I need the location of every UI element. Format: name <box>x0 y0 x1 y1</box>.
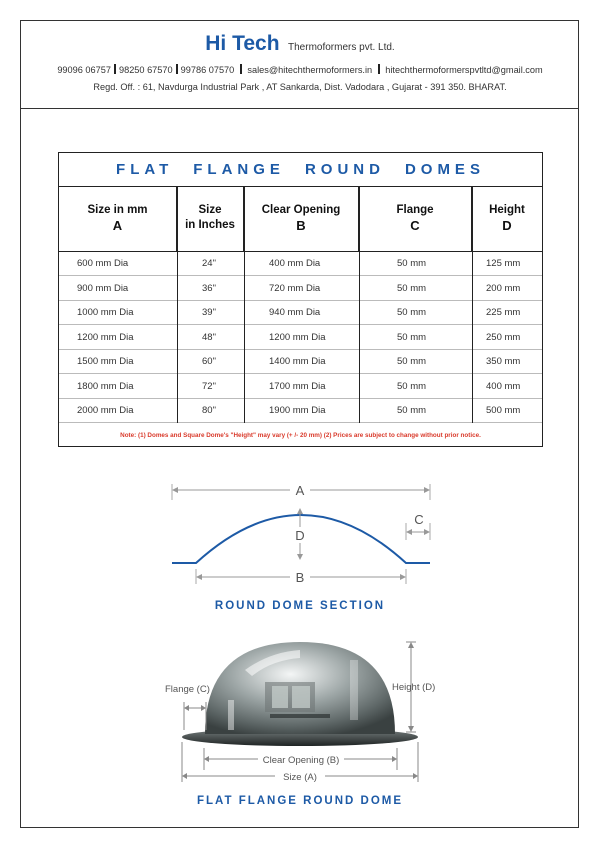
label-clear-opening: Clear Opening (B) <box>262 755 340 766</box>
table-cell: 1400 mm Dia <box>269 356 326 367</box>
table-cell: 600 mm Dia <box>77 258 129 269</box>
table-cell: 400 mm Dia <box>269 258 321 269</box>
table-cell: 80" <box>202 405 216 416</box>
table-cell: 50 mm <box>397 258 427 269</box>
table-cell: 50 mm <box>397 331 427 343</box>
table-row <box>59 350 542 374</box>
dome-size-table <box>58 152 543 447</box>
label-flange: Flange (C) <box>165 684 210 695</box>
table-cell: 720 mm Dia <box>269 282 321 294</box>
table-cell: 50 mm <box>397 282 427 294</box>
label-a: A <box>295 483 305 498</box>
table-cell: 125 mm <box>486 258 521 269</box>
table-cell: 39" <box>202 307 216 318</box>
table-row <box>59 301 542 325</box>
section-caption: ROUND DOME SECTION <box>214 600 386 612</box>
column-rule <box>359 187 360 423</box>
column-rule <box>177 187 178 423</box>
table-cell: 1700 mm Dia <box>269 380 326 392</box>
table-cell: 400 mm <box>486 380 521 392</box>
arrow-right <box>400 574 406 580</box>
window-reflection <box>272 686 288 708</box>
table-cell: 940 mm Dia <box>269 307 321 318</box>
registered-address: Regd. Off. : 61, Navdurga Industrial Park , AT Sankarda, Dist. Vadodara , Gujarat - 391 350. BHARAT. <box>93 82 507 92</box>
separator <box>176 64 178 74</box>
table-cell: 50 mm <box>397 356 427 367</box>
arrow-right <box>392 756 397 762</box>
table-cell: 1900 mm Dia <box>269 405 326 416</box>
separator <box>240 64 242 74</box>
table-cell: 1500 mm Dia <box>77 356 134 367</box>
table-row <box>59 399 542 423</box>
arrow-down <box>408 726 414 732</box>
arrow-up <box>408 642 414 648</box>
arrow-up <box>297 508 303 514</box>
col-header-height: Height D <box>489 204 525 233</box>
reflection <box>350 660 358 720</box>
table-row <box>59 252 542 276</box>
arrow-right <box>201 705 206 711</box>
table-cell: 225 mm <box>486 307 521 318</box>
table-cell: 50 mm <box>397 380 427 392</box>
table-cell: 24" <box>202 258 216 269</box>
arrow-right <box>413 773 418 779</box>
sales-email: sales@hitechthermoformers.in <box>247 65 373 75</box>
col-header-clear-opening: Clear Opening B <box>244 187 359 251</box>
arrow-left <box>182 773 187 779</box>
table-cell: 1800 mm Dia <box>77 380 134 392</box>
arrow-left <box>406 529 412 535</box>
phone-3: 99786 07570 <box>180 65 235 75</box>
header-divider <box>20 108 579 109</box>
column-rule <box>244 187 245 423</box>
arrow-down <box>297 554 303 560</box>
col-header-size-inches: Size in Inches <box>177 187 244 251</box>
arrow-right <box>424 529 430 535</box>
company-header <box>0 32 600 56</box>
phone-1: 99096 06757 <box>57 65 111 75</box>
company-name: Hi Tech <box>205 32 280 55</box>
table-cell: 50 mm <box>397 307 427 318</box>
col-header-size-mm: Size in mm A <box>59 187 177 251</box>
dome-caption: FLAT FLANGE ROUND DOME <box>196 795 404 807</box>
table-cell: 72" <box>202 380 216 392</box>
contact-line <box>0 64 600 75</box>
arrow-left <box>172 487 178 493</box>
reflection <box>228 700 234 730</box>
table-cell: 900 mm Dia <box>77 282 129 294</box>
arrow-left <box>204 756 209 762</box>
table-cell: 250 mm <box>486 331 521 343</box>
label-d: D <box>295 528 305 543</box>
label-b: B <box>295 570 305 585</box>
label-height: Height (D) <box>392 682 436 693</box>
table-title: FLAT FLANGE ROUND DOMES <box>59 153 542 187</box>
table-cell: 200 mm <box>486 282 521 294</box>
reflection <box>270 714 330 718</box>
column-rule <box>472 187 473 423</box>
table-cell: 1200 mm Dia <box>269 331 326 343</box>
table-row <box>59 326 542 350</box>
gmail-email: hitechthermoformerspvtltd@gmail.com <box>385 65 543 75</box>
arrow-left <box>196 574 202 580</box>
flat-flange-dome-illustration <box>0 630 600 790</box>
round-dome-section-diagram <box>0 470 600 600</box>
arrow-right <box>424 487 430 493</box>
table-cell: 50 mm <box>397 405 427 416</box>
col-header-flange: Flange C <box>359 187 472 251</box>
table-cell: 36" <box>202 282 216 294</box>
table-cell: 1000 mm Dia <box>77 307 134 318</box>
table-row <box>59 375 542 399</box>
separator <box>378 64 380 74</box>
table-cell: 1200 mm Dia <box>77 331 134 343</box>
table-cell: 2000 mm Dia <box>77 405 134 416</box>
label-size: Size (A) <box>283 772 317 783</box>
separator <box>114 64 116 74</box>
phone-2: 98250 67570 <box>118 65 173 75</box>
arrow-left <box>184 705 189 711</box>
table-cell: 60" <box>202 356 216 367</box>
table-cell: 350 mm <box>486 356 521 367</box>
company-suffix: Thermoformers pvt. Ltd. <box>288 42 395 53</box>
window-reflection <box>292 686 310 708</box>
table-row <box>59 277 542 301</box>
table-cell: 48" <box>202 331 216 343</box>
table-cell: 500 mm <box>486 405 521 416</box>
table-note: Note: (1) Domes and Square Dome's "Height" may vary (+ /- 20 mm) (2) Prices are subject to change without prior notice. <box>120 432 481 439</box>
label-c: C <box>414 512 424 527</box>
